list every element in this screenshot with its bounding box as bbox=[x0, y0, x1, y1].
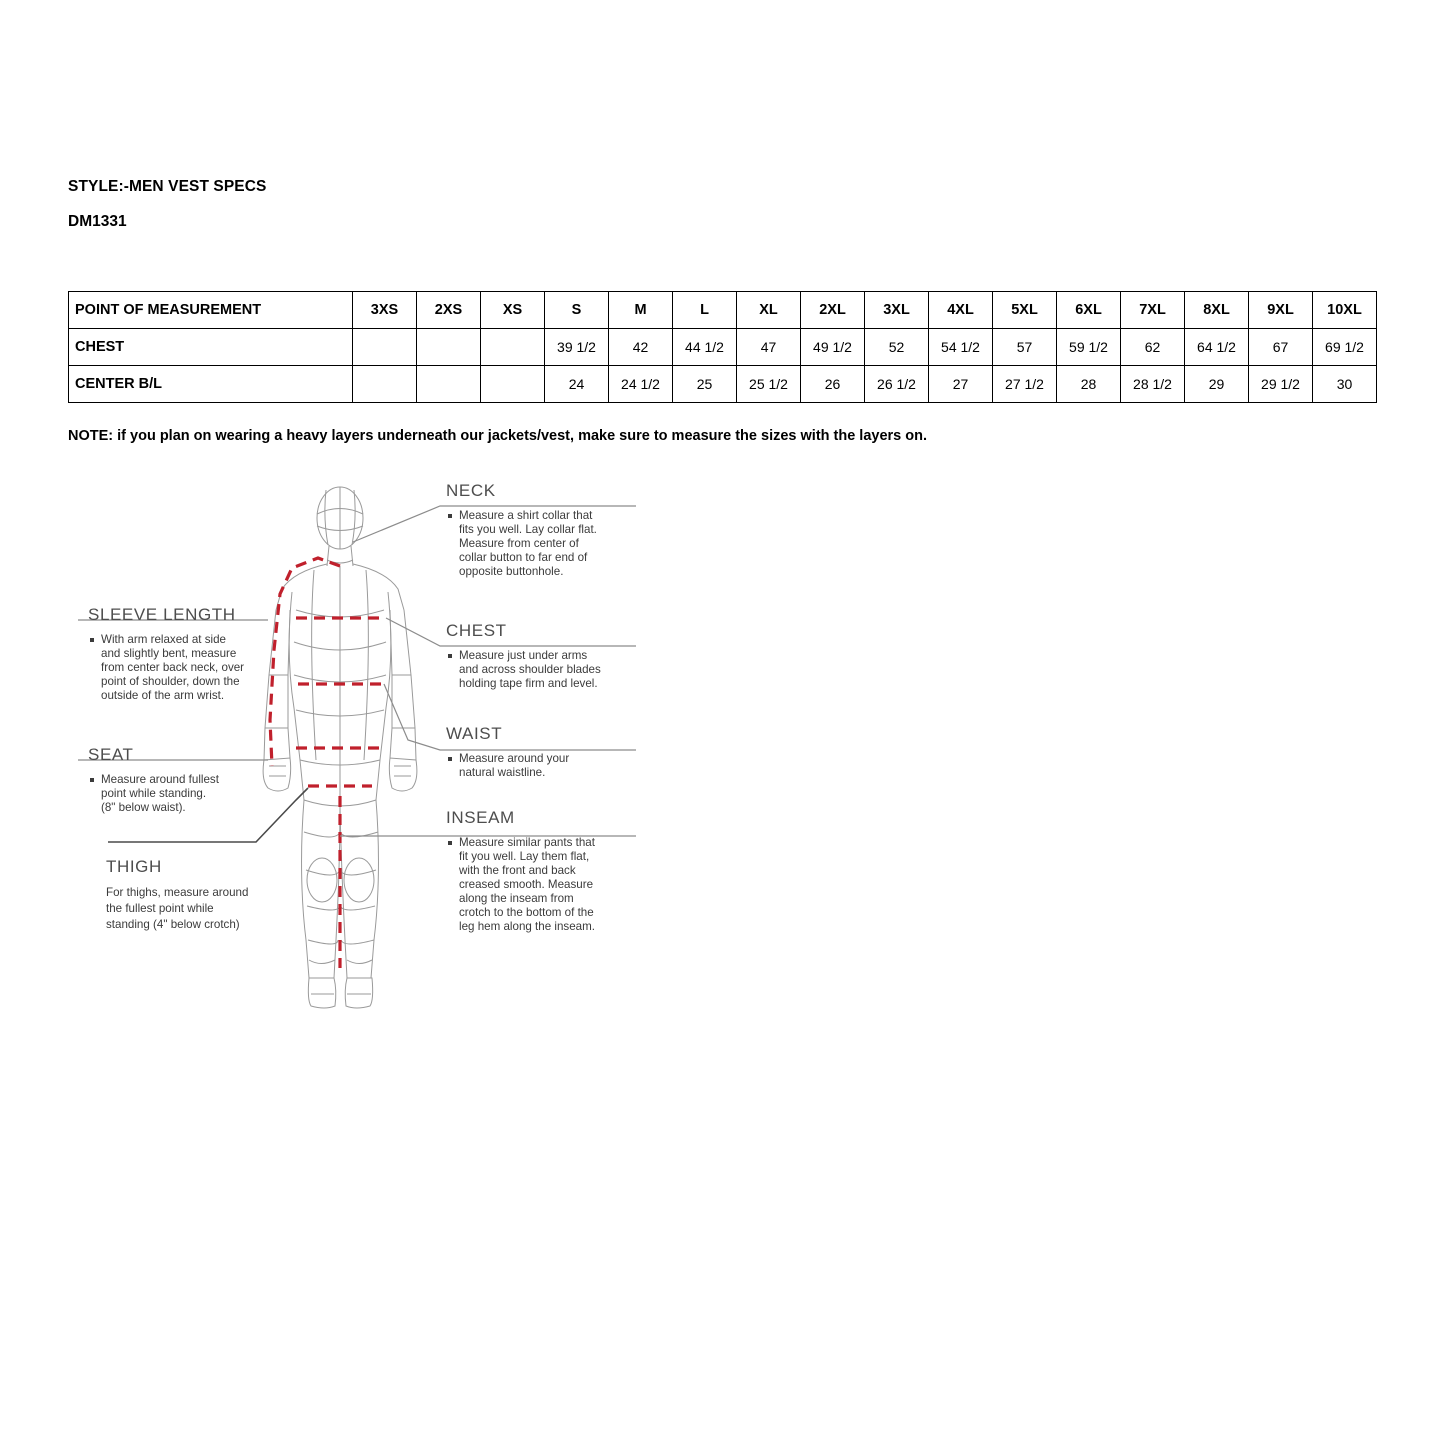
cell-centerbl-8xl: 29 bbox=[1185, 366, 1249, 403]
size-chart-table bbox=[68, 291, 1377, 403]
callout-neck-line-1: Measure a shirt collar that bbox=[459, 509, 593, 522]
column-header-size-3xl: 3XL bbox=[865, 292, 929, 329]
callout-seat-line-3: (8" below waist). bbox=[101, 801, 186, 814]
cell-chest-9xl: 67 bbox=[1249, 329, 1313, 366]
bullet-icon bbox=[90, 638, 94, 642]
leader-waist bbox=[384, 684, 636, 750]
column-header-size-10xl: 10XL bbox=[1313, 292, 1377, 329]
callout-neck-title: NECK bbox=[446, 481, 496, 500]
cell-chest-3xs bbox=[353, 329, 417, 366]
cell-centerbl-5xl: 27 1/2 bbox=[993, 366, 1057, 403]
callout-inseam-line-7: leg hem along the inseam. bbox=[459, 920, 595, 933]
callout-inseam-line-2: fit you well. Lay them flat, bbox=[459, 850, 590, 863]
cell-centerbl-m: 24 1/2 bbox=[609, 366, 673, 403]
column-header-size-l: L bbox=[673, 292, 737, 329]
callout-inseam-line-3: with the front and back bbox=[459, 864, 576, 877]
cell-chest-2xs bbox=[417, 329, 481, 366]
cell-centerbl-3xs bbox=[353, 366, 417, 403]
callout-thigh bbox=[106, 857, 248, 931]
callout-waist-line-2: natural waistline. bbox=[459, 766, 546, 779]
measurement-note: NOTE: if you plan on wearing a heavy layers underneath our jackets/vest, make sure to measure the sizes with the layers on. bbox=[68, 428, 928, 444]
column-header-size-3xs: 3XS bbox=[353, 292, 417, 329]
column-header-size-xl: XL bbox=[737, 292, 801, 329]
row-label-center-bl: CENTER B/L bbox=[69, 366, 353, 403]
callout-seat-line-2: point while standing. bbox=[101, 787, 207, 800]
bullet-icon bbox=[448, 841, 452, 845]
cell-chest-7xl: 62 bbox=[1121, 329, 1185, 366]
cell-centerbl-s: 24 bbox=[545, 366, 609, 403]
callout-neck-line-5: opposite buttonhole. bbox=[459, 565, 564, 578]
callout-inseam bbox=[446, 808, 596, 933]
cell-chest-3xl: 52 bbox=[865, 329, 929, 366]
bullet-icon bbox=[448, 654, 452, 658]
callout-neck bbox=[446, 481, 597, 578]
measurement-diagram bbox=[68, 470, 648, 1030]
callout-neck-line-4: collar button to far end of bbox=[459, 551, 588, 564]
cell-centerbl-xs bbox=[481, 366, 545, 403]
callout-sleeve-title: SLEEVE LENGTH bbox=[88, 605, 236, 624]
column-header-size-6xl: 6XL bbox=[1057, 292, 1121, 329]
callout-chest-line-2: and across shoulder blades bbox=[459, 663, 601, 676]
cell-chest-xl: 47 bbox=[737, 329, 801, 366]
cell-centerbl-7xl: 28 1/2 bbox=[1121, 366, 1185, 403]
column-header-size-2xs: 2XS bbox=[417, 292, 481, 329]
cell-chest-l: 44 1/2 bbox=[673, 329, 737, 366]
title-block bbox=[68, 178, 868, 230]
callout-thigh-line-1: For thighs, measure around bbox=[106, 886, 249, 899]
callout-waist bbox=[446, 724, 569, 779]
column-header-size-5xl: 5XL bbox=[993, 292, 1057, 329]
cell-chest-m: 42 bbox=[609, 329, 673, 366]
callout-chest-line-1: Measure just under arms bbox=[459, 649, 588, 662]
table-header-row bbox=[69, 292, 1377, 329]
cell-centerbl-10xl: 30 bbox=[1313, 366, 1377, 403]
callout-sleeve-length bbox=[88, 605, 244, 702]
row-label-chest: CHEST bbox=[69, 329, 353, 366]
cell-centerbl-9xl: 29 1/2 bbox=[1249, 366, 1313, 403]
cell-centerbl-4xl: 27 bbox=[929, 366, 993, 403]
cell-centerbl-2xl: 26 bbox=[801, 366, 865, 403]
cell-chest-6xl: 59 1/2 bbox=[1057, 329, 1121, 366]
bullet-icon bbox=[448, 757, 452, 761]
bullet-icon bbox=[90, 778, 94, 782]
cell-centerbl-l: 25 bbox=[673, 366, 737, 403]
callout-sleeve-line-5: outside of the arm wrist. bbox=[101, 689, 225, 702]
column-header-size-2xl: 2XL bbox=[801, 292, 865, 329]
column-header-size-7xl: 7XL bbox=[1121, 292, 1185, 329]
column-header-point-of-measurement: POINT OF MEASUREMENT bbox=[69, 292, 353, 329]
cell-chest-xs bbox=[481, 329, 545, 366]
bullet-icon bbox=[448, 514, 452, 518]
callout-neck-line-3: Measure from center of bbox=[459, 537, 579, 550]
callout-thigh-line-2: the fullest point while bbox=[106, 902, 214, 915]
cell-chest-2xl: 49 1/2 bbox=[801, 329, 865, 366]
callout-sleeve-line-1: With arm relaxed at side bbox=[101, 633, 227, 646]
cell-chest-5xl: 57 bbox=[993, 329, 1057, 366]
page-title: STYLE:-MEN VEST SPECS bbox=[68, 178, 267, 195]
callout-inseam-line-5: along the inseam from bbox=[459, 892, 574, 905]
callout-neck-line-2: fits you well. Lay collar flat. bbox=[459, 523, 597, 536]
callout-sleeve-line-3: from center back neck, over bbox=[101, 661, 245, 674]
cell-chest-10xl: 69 1/2 bbox=[1313, 329, 1377, 366]
leader-chest bbox=[386, 618, 636, 646]
cell-centerbl-2xs bbox=[417, 366, 481, 403]
callout-seat-title: SEAT bbox=[88, 745, 134, 764]
cell-chest-8xl: 64 1/2 bbox=[1185, 329, 1249, 366]
callout-thigh-title: THIGH bbox=[106, 857, 162, 876]
callout-inseam-title: INSEAM bbox=[446, 808, 515, 827]
measurement-lines bbox=[270, 558, 386, 968]
column-header-size-8xl: 8XL bbox=[1185, 292, 1249, 329]
table-row bbox=[69, 366, 1377, 403]
callout-waist-title: WAIST bbox=[446, 724, 503, 743]
callout-waist-line-1: Measure around your bbox=[459, 752, 570, 765]
cell-chest-4xl: 54 1/2 bbox=[929, 329, 993, 366]
callout-chest-line-3: holding tape firm and level. bbox=[459, 677, 598, 690]
column-header-size-m: M bbox=[609, 292, 673, 329]
sleeve-length-line bbox=[270, 558, 340, 766]
cell-centerbl-6xl: 28 bbox=[1057, 366, 1121, 403]
column-header-size-9xl: 9XL bbox=[1249, 292, 1313, 329]
column-header-size-4xl: 4XL bbox=[929, 292, 993, 329]
callout-thigh-line-3: standing (4" below crotch) bbox=[106, 918, 240, 931]
style-code: DM1331 bbox=[68, 213, 127, 231]
column-header-size-xs: XS bbox=[481, 292, 545, 329]
callout-seat-line-1: Measure around fullest bbox=[101, 773, 219, 786]
callout-chest-title: CHEST bbox=[446, 621, 507, 640]
callout-chest bbox=[446, 621, 601, 690]
cell-centerbl-xl: 25 1/2 bbox=[737, 366, 801, 403]
cell-chest-s: 39 1/2 bbox=[545, 329, 609, 366]
cell-centerbl-3xl: 26 1/2 bbox=[865, 366, 929, 403]
callout-sleeve-line-4: point of shoulder, down the bbox=[101, 675, 240, 688]
callout-sleeve-line-2: and slightly bent, measure bbox=[101, 647, 237, 660]
callout-seat bbox=[88, 745, 220, 814]
callout-inseam-line-4: creased smooth. Measure bbox=[459, 878, 594, 891]
callout-inseam-line-6: crotch to the bottom of the bbox=[459, 906, 594, 919]
table-row bbox=[69, 329, 1377, 366]
column-header-size-s: S bbox=[545, 292, 609, 329]
callout-inseam-line-1: Measure similar pants that bbox=[459, 836, 595, 849]
